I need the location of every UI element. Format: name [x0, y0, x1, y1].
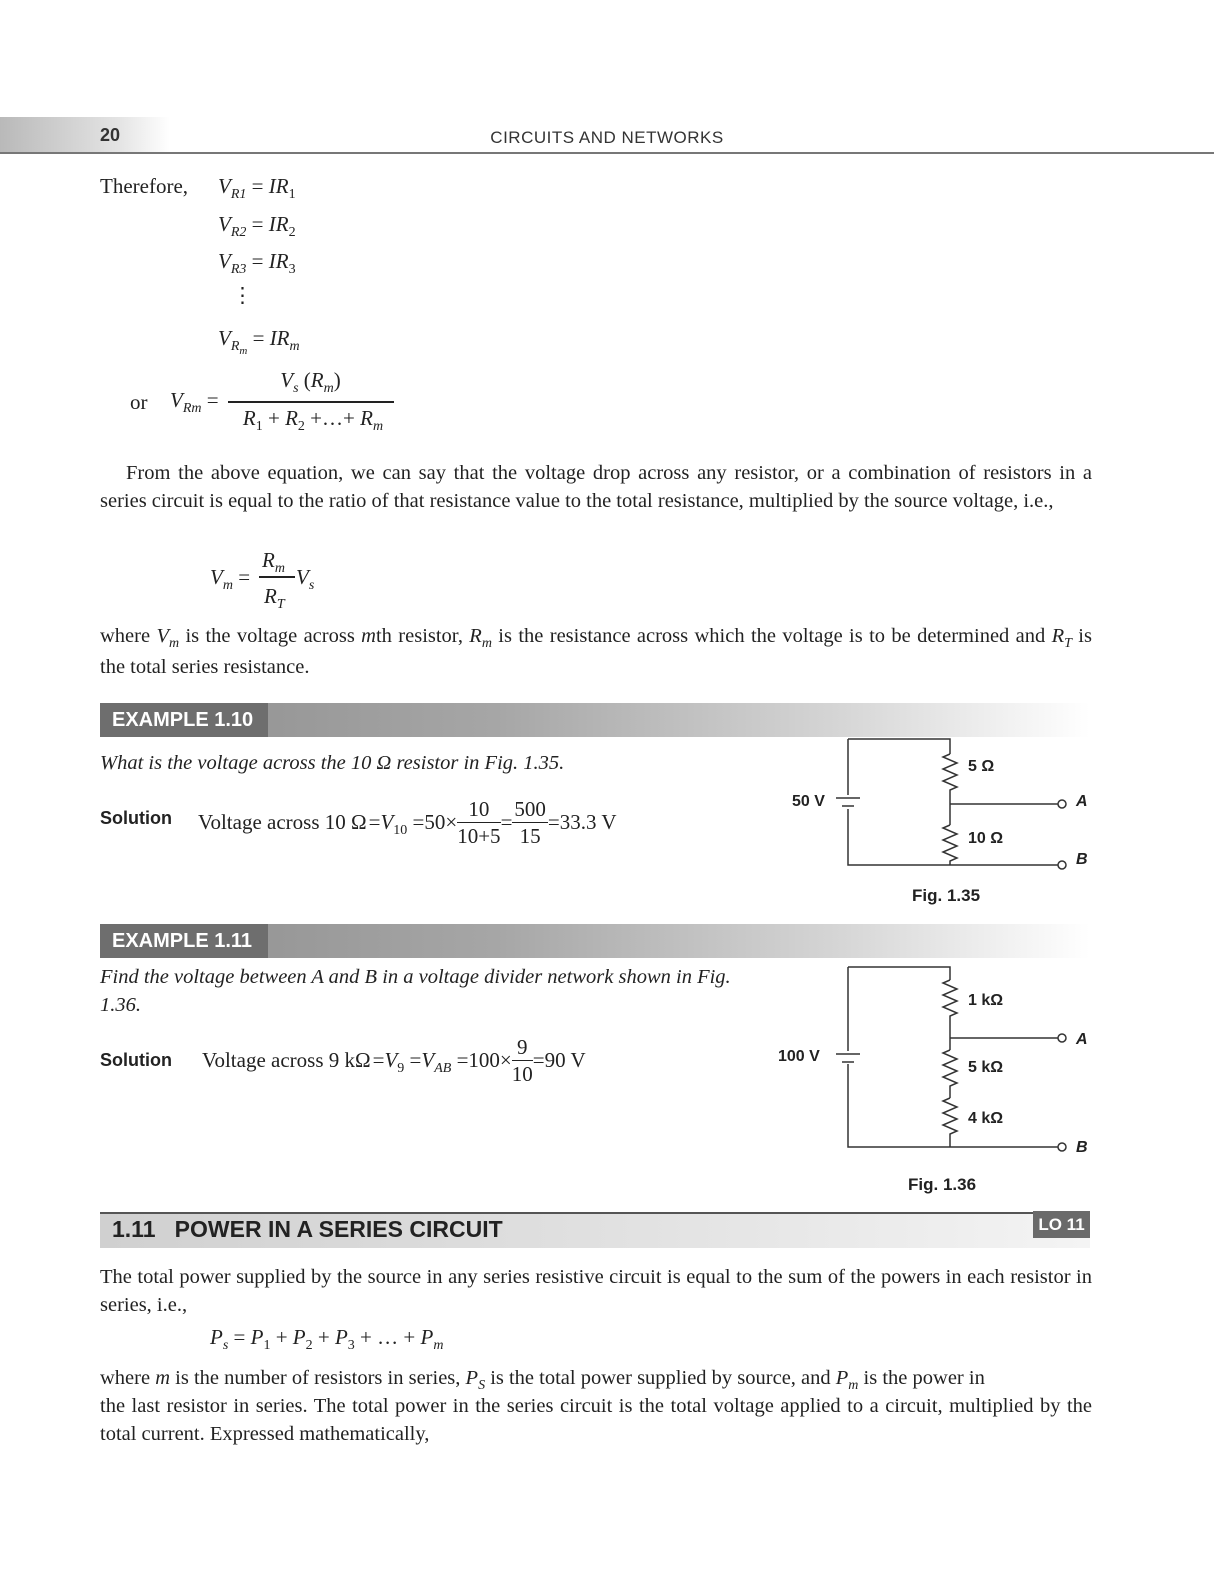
paragraph-where-m: where m is the number of resistors in series, $P_S$ is the total power supplied by source, and $P_m$ is the power in	[100, 1367, 985, 1393]
example-1-11-label: EXAMPLE 1.11	[100, 924, 268, 958]
equation-vm-num: $R_m$	[262, 548, 285, 576]
solution-label: Solution	[100, 808, 172, 828]
equation-vm-lhs: $V_m$ =	[210, 565, 251, 593]
paragraph-total-power: The total power supplied by the source in any series resistive circuit is equal to the sum of the powers in each resistor in series, i.e.,	[100, 1266, 1092, 1316]
example-1-11-solution: Voltage across 9 kΩ $=V_9 =V_{AB} =100\times$ $\frac{9}{10}$ =90 V	[202, 1035, 586, 1086]
equation-vm-vs: $V_s$	[296, 565, 315, 593]
circuit-figure-1-36	[780, 958, 1100, 1158]
page-number: 20	[100, 125, 121, 145]
resistor-1k-label: 1 kΩ	[968, 992, 1004, 1009]
figure-1-36-caption: Fig. 1.36	[908, 1175, 977, 1194]
fraction: $\frac{500}{15}$	[514, 797, 546, 848]
node-b-label: B	[1076, 1139, 1088, 1156]
fraction: $\frac{9}{10}$	[511, 1035, 533, 1086]
fraction-bar	[228, 401, 394, 403]
lo-badge: LO 11	[1033, 1211, 1090, 1238]
example-1-10-label: EXAMPLE 1.10	[100, 703, 268, 737]
fraction: $\frac{10}{10+5}$	[457, 797, 501, 848]
or-label: or	[130, 390, 148, 414]
paragraph-voltage-division: From the above equation, we can say that the voltage drop across any resistor, or a combination of resistors in a series circuit is equal to the ratio of that resistance value to the total resistance, multiplied by the source voltage, i.e.,	[100, 462, 1092, 512]
source-100v-label: 100 V	[778, 1048, 820, 1065]
equation-vr3: $V_{R3} = IR_3$	[218, 249, 296, 277]
solution-text: Voltage across 9 kΩ	[202, 1048, 371, 1072]
circuit-figure-1-35	[780, 732, 1100, 882]
resistor-5-ohm-label: 5 Ω	[968, 758, 995, 775]
figure-1-35-caption: Fig. 1.35	[912, 886, 981, 905]
resistor-5k-label: 5 kΩ	[968, 1059, 1004, 1076]
paragraph-total-power-series: the last resistor in series. The total power in the series circuit is the total voltage applied to a circuit, multiplied by the total current. Expressed mathematically,	[100, 1395, 1092, 1445]
node-a-label: A	[1076, 793, 1088, 810]
equation-vrm-lhs: $V_{Rm}$ =	[170, 388, 219, 416]
section-title: 1.11 POWER IN A SERIES CIRCUIT	[112, 1216, 503, 1242]
equation-vrm-denominator: $R_1 + R_2$ +…+ $R_m$	[242, 406, 384, 434]
equation-vrm-numerator: $V_s$ $(R_m)$	[280, 368, 341, 396]
therefore-label: Therefore,	[100, 174, 189, 198]
example-1-10-solution: Voltage across 10 Ω $=V_{10} =50\times$ $\frac{10}{10+5}$ = $\frac{500}{15}$ =33.3 V	[198, 797, 617, 848]
equation-vr2: $V_{R2} = IR_2$	[218, 212, 296, 240]
vertical-dots: ⋮	[232, 283, 253, 307]
equation-vr1: $V_{R1} = IR_1$	[218, 174, 296, 202]
equation-vm-den: $R_T$	[264, 584, 285, 612]
resistor-4k-label: 4 kΩ	[968, 1110, 1004, 1127]
solution-text: Voltage across 10 Ω	[198, 810, 367, 834]
node-a-label: A	[1076, 1031, 1088, 1048]
node-b-label: B	[1076, 851, 1088, 868]
paragraph-where-vm: where $V_m$ is the voltage across mth resistor, $R_m$ is the resistance across which the voltage is to be determined and $R_T$ is the total series resistance.	[100, 625, 1092, 678]
header-rule	[0, 152, 1214, 154]
fraction-bar	[259, 576, 295, 578]
equation-vrm: $V_{R_m} = IR_m$	[218, 326, 300, 357]
equation-power-sum: $P_s = P_1 + P_2 + P_3$ + … + $P_m$	[210, 1325, 444, 1353]
solution-label: Solution	[100, 1050, 172, 1070]
source-50v-label: 50 V	[792, 793, 825, 810]
example-1-10-question: What is the voltage across the 10 Ω resistor in Fig. 1.35.	[100, 752, 565, 774]
example-1-11-question: Find the voltage between A and B in a voltage divider network shown in Fig. 1.36.	[100, 966, 731, 1016]
resistor-10-ohm-label: 10 Ω	[968, 830, 1004, 847]
book-title: CIRCUITS AND NETWORKS	[490, 128, 724, 147]
